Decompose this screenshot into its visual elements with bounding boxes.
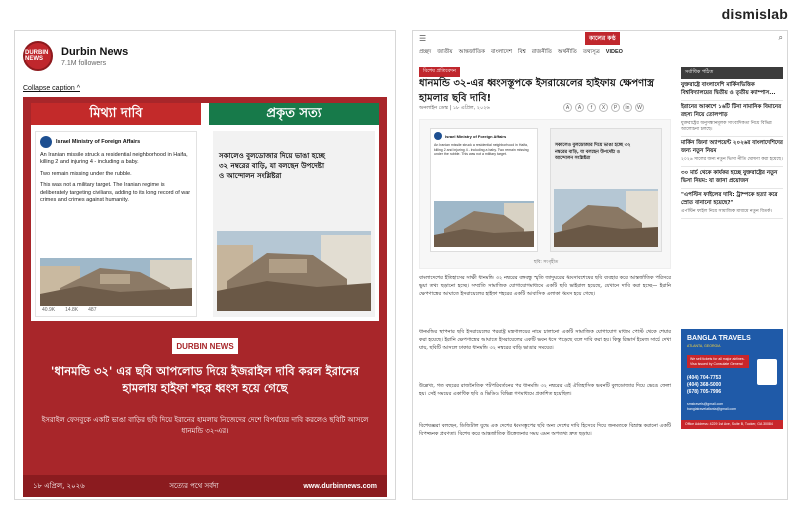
- tweet-likes: 40.9K: [42, 307, 56, 313]
- collapse-caption-link[interactable]: Collapse caption ^: [23, 85, 80, 92]
- sidebar-item-title[interactable]: যুক্তরাষ্ট্রে বাংলাদেশি মার্কিনভিত্তিক বিশ্ববিদ্যালয়ের দ্বিতীয় ও তৃতীয় ক্যাম্পাস...: [681, 82, 776, 96]
- ad-phone: (678) 705-7996: [687, 388, 722, 395]
- rubble-photo: [40, 258, 192, 306]
- passport-icon: [757, 359, 777, 385]
- tweet-text-2: Two remain missing under the rubble.: [40, 170, 132, 177]
- article-paragraph: বিশেষজ্ঞরা বলছেন, ডিজিটাল যুদ্ধে এক দেশের ধ্বংসস্তূপের ছবি অন্য দেশের দাবি হিসেবে দিয়ে জনমতকে বিভ্রান্ত করানো একটি বিপজ্জনক প্রবণতা। বিশেষ করে আন্তর্জাতিক উত্তেজনার সময় এমন অপতথ্য দ্রুত ছড়ায়।: [419, 423, 671, 437]
- ad-email: smstravels@gmail.com: [687, 402, 724, 406]
- nav-item[interactable]: তথ্যসূত্র: [582, 49, 600, 55]
- tweet-reposts: 14.8K: [65, 307, 79, 313]
- whatsapp-share-icon[interactable]: W: [635, 103, 644, 112]
- sidebar-item[interactable]: [681, 79, 783, 101]
- sidebar-item[interactable]: [681, 101, 783, 137]
- font-size-icon[interactable]: A: [563, 103, 572, 112]
- true-fact-label: প্রকৃত সত্য: [209, 103, 379, 125]
- mini-tweet: [430, 128, 538, 252]
- nav-item[interactable]: রাজনীতি: [531, 49, 552, 55]
- sidebar-most-read: [681, 67, 783, 219]
- article-meta: অনলাইন ডেস্ক | ১৮ এপ্রিল, ২০২৬: [419, 105, 490, 111]
- card-headline: 'ধানমন্ডি ৩২' এর ছবি আপলোড দিয়ে ইজরাইল দাবি করল ইরানের হামলায় হাইফা শহর ধ্বংস হয়ে গেছে: [50, 364, 360, 396]
- travel-ad[interactable]: [681, 329, 783, 429]
- nav-item[interactable]: প্রচ্ছদ: [419, 49, 432, 55]
- ministry-avatar-icon: [434, 132, 442, 140]
- article-tag[interactable]: বিশেষ প্রতিবেদন: [419, 67, 460, 77]
- mini-tweet-user: Israel Ministry of Foreign Affairs: [445, 133, 507, 139]
- tweet-text-1: An Iranian missile struck a residential neighborhood in Haifa, killing 2 and injuring 4 - including a baby.: [40, 152, 188, 166]
- follower-count: 7.1M followers: [61, 59, 107, 67]
- card-date: ১৮ এপ্রিল, ২০২৬: [33, 482, 85, 490]
- site-logo[interactable]: কালের কণ্ঠ: [585, 32, 620, 45]
- ad-description: We sell tickets for all major airlines. Visa issued by Consulate General: [687, 355, 749, 368]
- sidebar-title: সর্বাধিক পঠিত: [681, 67, 783, 79]
- card-slogan: সত্যের পথে সর্বদা: [169, 482, 219, 490]
- sidebar-item[interactable]: [681, 189, 783, 219]
- ad-email: banglatravelatlanta@gmail.com: [687, 406, 737, 411]
- sidebar-item-desc: এপস্টিন ফাইল নিয়ে সামাজিক মাধ্যমে নতুন বিতর্ক।: [681, 208, 772, 214]
- post-header: [23, 41, 128, 71]
- menu-icon[interactable]: ☰: [419, 33, 427, 43]
- tweet-screenshot: [35, 131, 197, 317]
- page-avatar[interactable]: [23, 41, 53, 71]
- nav-item[interactable]: বিশ্ব: [518, 49, 526, 55]
- mini-news: [550, 128, 662, 252]
- nav-item[interactable]: অর্থনীতি: [557, 49, 577, 55]
- facebook-post: [14, 30, 396, 500]
- nav-item[interactable]: বাংলাদেশ: [490, 49, 513, 55]
- sidebar-item-title[interactable]: "এপস্টিন ফাইলের দাবি: ট্রাম্পকে হত্যা করে স্রোত বানানো হয়েছে?": [681, 192, 778, 207]
- dhanmondi-photo: [217, 231, 371, 311]
- sidebar-item[interactable]: [681, 137, 783, 167]
- avatar-text: DURBIN NEWS: [25, 50, 49, 62]
- ad-phones: [687, 375, 721, 395]
- nav-item[interactable]: আন্তর্জাতিক: [458, 49, 485, 55]
- article-paragraph: ধানমন্ডির স্থাপনার ছবি ইসরায়েলের পররাষ্ট্র মন্ত্রণালয়ের নামে চালানো একটি সামাজিক যোগাযোগ মাধ্যম পোস্ট থেকে শেয়ার করা হয়েছে। ইরানি ক্ষেপণাস্ত্রের আঘাতে ইসরায়েলের একটি ভবন ধসে পড়েছে বলে দাবি করা হয়। কিন্তু রিভার্স ইমেজ সার্চে দেখা যায়, ছবিটি আসলে ঢাকার ধানমন্ডি ৩২ নম্বরের বাড়ি ভাঙার সময়ের।: [419, 329, 671, 351]
- x-share-icon[interactable]: X: [599, 103, 608, 112]
- sidebar-item-title[interactable]: মার্কিন জিনা অ্যাপয়েন্ট ২০২৬র বাংলাদেশিদের জন্য নতুন নিয়ম: [681, 140, 783, 155]
- search-icon[interactable]: ⌕: [778, 33, 783, 42]
- post-image-card[interactable]: [23, 97, 387, 497]
- image-caption: ছবি: সংগৃহীত: [533, 260, 559, 265]
- site-nav: [419, 49, 623, 57]
- mini-tweet-text: An Iranian missile struck a residential neighborhood in Haifa, killing 2 and injuring 4 - including a baby. Two remain missing under the rubble. This was not a military target.: [434, 143, 529, 157]
- tweet-stats: [42, 307, 97, 313]
- nav-item[interactable]: জাতীয়: [437, 49, 453, 55]
- sidebar-item-desc: যুক্তরাষ্ট্রের অনুসন্ধানমূলক সাংবাদিকতা নিয়ে বিভিন্ন আলোচনা চলছে।: [681, 120, 772, 133]
- ad-title: BANGLA TRAVELS: [687, 335, 751, 342]
- news-screenshot-headline: সকালেও বুলডোজার দিয়ে ভাঙা হচ্ছে ৩২ নম্বরের বাড়ি, যা বলছেন উপদেষ্টা ও আন্দোলন সংশ্লিষ্টরা: [219, 152, 325, 181]
- ad-address: Office Address: 4229 1st Ave, Suite B, Tucker, GA 30084: [681, 420, 783, 429]
- news-website: [412, 30, 788, 500]
- page-name[interactable]: Durbin News: [61, 45, 129, 58]
- sidebar-item-title[interactable]: ৩০ মার্চ থেকে কার্যকর হচ্ছে যুক্তরাষ্ট্রের নতুন ভিসা নিয়ম: যা জানা প্রয়োজন: [681, 170, 778, 184]
- pinterest-share-icon[interactable]: P: [611, 103, 620, 112]
- card-url: www.durbinnews.com: [303, 482, 377, 490]
- site-topbar: [413, 31, 788, 45]
- tweet-user: Israel Ministry of Foreign Affairs: [56, 139, 141, 145]
- mini-news-headline: সকালেও বুলডোজার দিয়ে ভাঙা হচ্ছে ৩২ নম্বরের বাড়ি, যা বলছেন উপদেষ্টা ও আন্দোলন সংশ্লিষ্টরা: [555, 143, 631, 162]
- sidebar-item-desc: ২০২৬ সালের জন্য নতুন ভিসা নীতি ঘোষণা করা হয়েছে।: [681, 156, 783, 162]
- tweet-replies: 487: [88, 307, 97, 313]
- ad-phone: (404) 704-7753: [687, 375, 722, 381]
- card-subtext: ইসরাইল ফেসবুকে একটি ভাঙা বাড়ির ছবি দিয়ে ইরানের হামলায় নিজেদের দেশে বিপর্যয়ের দাবি করলেও ছবিটি আসলে ধানমন্ডি ৩২-এর।: [41, 416, 369, 435]
- sidebar-item-title[interactable]: ইরানের আকাশে ১৬টি টিনা নামানিক বিমানের রহস্য নিয়ে তোলপাড়: [681, 104, 782, 119]
- font-size-icon[interactable]: A: [575, 103, 584, 112]
- ministry-avatar-icon: [40, 136, 52, 148]
- dismislab-logo: dismislab: [721, 6, 788, 22]
- share-bar: [563, 103, 644, 112]
- comparison-panel: [31, 103, 379, 321]
- nav-item-video[interactable]: VIDEO: [605, 49, 623, 55]
- linkedin-share-icon[interactable]: in: [623, 103, 632, 112]
- mini-dhanmondi-photo: [554, 189, 658, 247]
- news-screenshot: [213, 131, 375, 317]
- ad-subtitle: ATLANTA, GEORGIA: [687, 344, 721, 348]
- card-footer: [23, 475, 387, 497]
- card-text-section: [23, 327, 387, 497]
- facebook-share-icon[interactable]: f: [587, 103, 596, 112]
- article-title: ধানমন্ডি ৩২-এর ধ্বংসস্তূপকে ইসরায়েলের হাইফায় ক্ষেপণাস্ত্র হামলার ছবি দাবি!: [419, 78, 654, 104]
- false-claim-label: মিথ্যা দাবি: [31, 103, 201, 125]
- article-image: [419, 119, 671, 269]
- article-paragraph: উল্লেখ্য, গত বছরের রাজনৈতিক পটপরিবর্তনের পর ধানমন্ডি ৩২ নম্বরের এই ঐতিহাসিক ভবনটি বুলডোজার দিয়ে ভেঙে ফেলা হয়। সেই সময়ের একাধিক ছবি ও ভিডিও বিভিন্ন গণমাধ্যমে প্রকাশিত হয়েছিল।: [419, 383, 671, 397]
- ad-phone: (404) 368-5000: [687, 381, 722, 388]
- tweet-text-3: This was not a military target. The Iranian regime is deliberately targeting civilians, adding to its long record of war crimes and crimes against humanity.: [40, 182, 191, 204]
- sidebar-item[interactable]: [681, 167, 783, 189]
- mini-rubble-photo: [434, 201, 534, 247]
- article-paragraph: বাংলাদেশের ইতিহাসের সাক্ষী ধানমন্ডি ৩২ নম্বরের বঙ্গবন্ধু স্মৃতি জাদুঘরের ধ্বংসাবশেষের ছবি ব্যবহার করে আন্তর্জাতিক পরিসরে ভুয়া তথ্য ছড়ানো হচ্ছে। সম্প্রতি সামাজিক যোগাযোগমাধ্যমে একটি ছবি ভাইরাল হয়েছে, যেখানে দাবি করা হচ্ছে— ইরানি ক্ষেপণাস্ত্রের আঘাতে ইসরায়েলের হাইফা শহরের একটি আবাসিক এলাকা ধ্বংস হয়ে গেছে।: [419, 275, 671, 297]
- durbin-news-logo: DURBIN NEWS: [171, 337, 239, 355]
- ad-emails: [687, 402, 736, 411]
